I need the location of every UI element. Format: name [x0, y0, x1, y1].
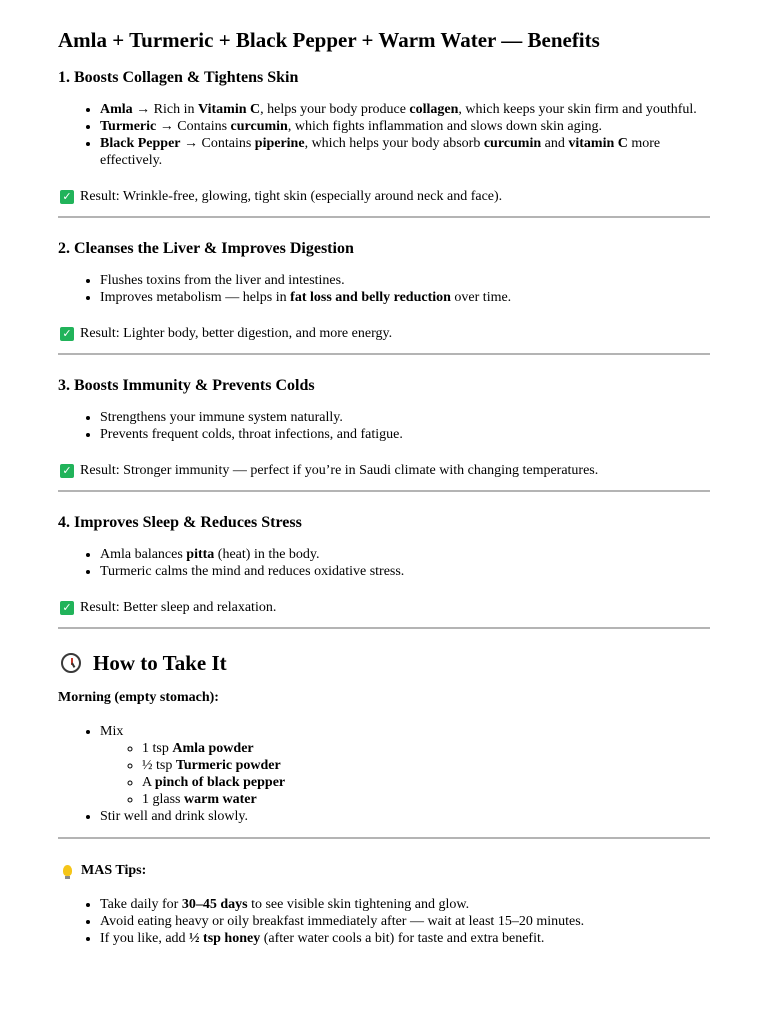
- benefit-sections: [58, 68, 710, 629]
- divider: [58, 627, 710, 629]
- tip-item: [100, 930, 710, 947]
- list-item: [100, 289, 710, 306]
- result-text: Result: Lighter body, better digestion, and more energy.: [80, 326, 393, 341]
- result-line: [58, 599, 710, 616]
- checkmark-icon: ✓: [60, 601, 74, 615]
- text: Flushes toxins from the liver and intestines.: [100, 273, 345, 288]
- section-heading: 4. Improves Sleep & Reduces Stress: [58, 514, 302, 531]
- text: Strengthens your immune system naturally.: [100, 410, 343, 425]
- bold-text: 30–45 days: [181, 897, 248, 912]
- text: → Contains: [180, 136, 255, 151]
- bold-text: curcumin: [483, 136, 542, 151]
- bold-text: vitamin C: [568, 136, 628, 151]
- benefit-list: [58, 272, 710, 306]
- text: If you like, add: [100, 931, 190, 946]
- tip-item: [100, 913, 710, 930]
- bold-text: Turmeric powder: [175, 758, 281, 773]
- text: 1 tsp: [142, 741, 173, 756]
- list-item: [100, 426, 710, 443]
- mix-label: Mix: [100, 724, 124, 739]
- list-item: [100, 272, 710, 289]
- text: A: [142, 775, 155, 790]
- how-to-list: [58, 723, 710, 825]
- ingredients-list: [100, 740, 710, 808]
- bold-text: collagen: [409, 102, 459, 117]
- ingredient-item: [142, 757, 710, 774]
- result-line: [58, 325, 710, 342]
- result-line: [58, 188, 710, 205]
- ingredient-item: [142, 774, 710, 791]
- tip-item: [100, 896, 710, 913]
- text: , which keeps your skin firm and youthful.: [458, 102, 697, 117]
- text: more effectively.: [100, 136, 661, 168]
- text: over time.: [450, 290, 512, 305]
- text: ½ tsp: [142, 758, 176, 773]
- result-line: [58, 462, 710, 479]
- section-heading: 3. Boosts Immunity & Prevents Colds: [58, 377, 315, 394]
- text: (heat) in the body.: [214, 547, 320, 562]
- section-heading: 2. Cleanses the Liver & Improves Digestion: [58, 240, 354, 257]
- benefit-section: [58, 239, 710, 355]
- result-text: Result: Stronger immunity — perfect if you’re in Saudi climate with changing temperatures.: [80, 463, 599, 478]
- benefit-list: [58, 546, 710, 580]
- checkmark-icon: ✓: [60, 327, 74, 341]
- bold-text: curcumin: [230, 119, 288, 134]
- text: , which helps your body absorb: [304, 136, 484, 151]
- list-item-mix: [100, 723, 710, 808]
- list-item-stir: • Stir well and drink slowly.: [100, 808, 710, 825]
- text: Improves metabolism — helps in: [100, 290, 291, 305]
- text: → Contains: [156, 119, 231, 134]
- benefit-list: [58, 101, 710, 169]
- text: Amla balances: [100, 547, 187, 562]
- text: 1 glass: [142, 792, 184, 807]
- how-to-heading: [58, 650, 710, 676]
- bold-text: pitta: [186, 547, 215, 562]
- bold-text: Vitamin C: [198, 102, 261, 117]
- divider: [58, 216, 710, 218]
- bold-text: pinch of black pepper: [154, 775, 286, 790]
- tips-label: MAS Tips:: [81, 863, 147, 878]
- bold-text: Amla powder: [172, 741, 254, 756]
- benefit-section: [58, 68, 710, 218]
- ingredient-item: [142, 791, 710, 808]
- text: and: [541, 136, 569, 151]
- section-heading: 1. Boosts Collagen & Tightens Skin: [58, 69, 299, 86]
- benefit-list: [58, 409, 710, 443]
- benefit-section: [58, 513, 710, 629]
- bold-text: Turmeric: [100, 119, 157, 134]
- bold-text: ½ tsp honey: [189, 931, 261, 946]
- checkmark-icon: ✓: [60, 464, 74, 478]
- text: , helps your body produce: [260, 102, 410, 117]
- list-item: [100, 563, 710, 580]
- text: to see visible skin tightening and glow.: [247, 897, 470, 912]
- lightbulb-icon: [63, 865, 72, 876]
- divider: [58, 353, 710, 355]
- list-item: [100, 118, 710, 135]
- bold-text: piperine: [254, 136, 305, 151]
- text: Prevents frequent colds, throat infections, and fatigue.: [100, 427, 403, 442]
- result-text: Result: Wrinkle-free, glowing, tight skin (especially around neck and face).: [80, 189, 503, 204]
- tips-heading: [58, 862, 710, 879]
- morning-label: Morning (empty stomach):: [58, 690, 219, 705]
- text: Turmeric calms the mind and reduces oxidative stress.: [100, 564, 405, 579]
- bold-text: Black Pepper: [100, 136, 181, 151]
- clock-icon: [61, 653, 81, 673]
- text: Avoid eating heavy or oily breakfast immediately after — wait at least 15–20 minutes.: [100, 914, 585, 929]
- bold-text: fat loss and belly reduction: [290, 290, 451, 305]
- list-item: [100, 409, 710, 426]
- text: Take daily for: [100, 897, 182, 912]
- benefit-section: [58, 376, 710, 492]
- text: → Rich in: [132, 102, 199, 117]
- tips-list: [58, 896, 710, 947]
- bold-text: warm water: [184, 792, 257, 807]
- list-item: [100, 135, 710, 169]
- list-item: [100, 101, 710, 118]
- text: (after water cools a bit) for taste and extra benefit.: [260, 931, 545, 946]
- divider: [58, 490, 710, 492]
- result-text: Result: Better sleep and relaxation.: [80, 600, 277, 615]
- checkmark-icon: ✓: [60, 190, 74, 204]
- how-to-heading-text: How to Take It: [93, 651, 227, 675]
- ingredient-item: [142, 740, 710, 757]
- page-title: Amla + Turmeric + Black Pepper + Warm Water — Benefits: [58, 28, 600, 52]
- list-item: [100, 546, 710, 563]
- bold-text: Amla: [100, 102, 133, 117]
- divider: [58, 837, 710, 839]
- text: , which fights inflammation and slows down skin aging.: [287, 119, 603, 134]
